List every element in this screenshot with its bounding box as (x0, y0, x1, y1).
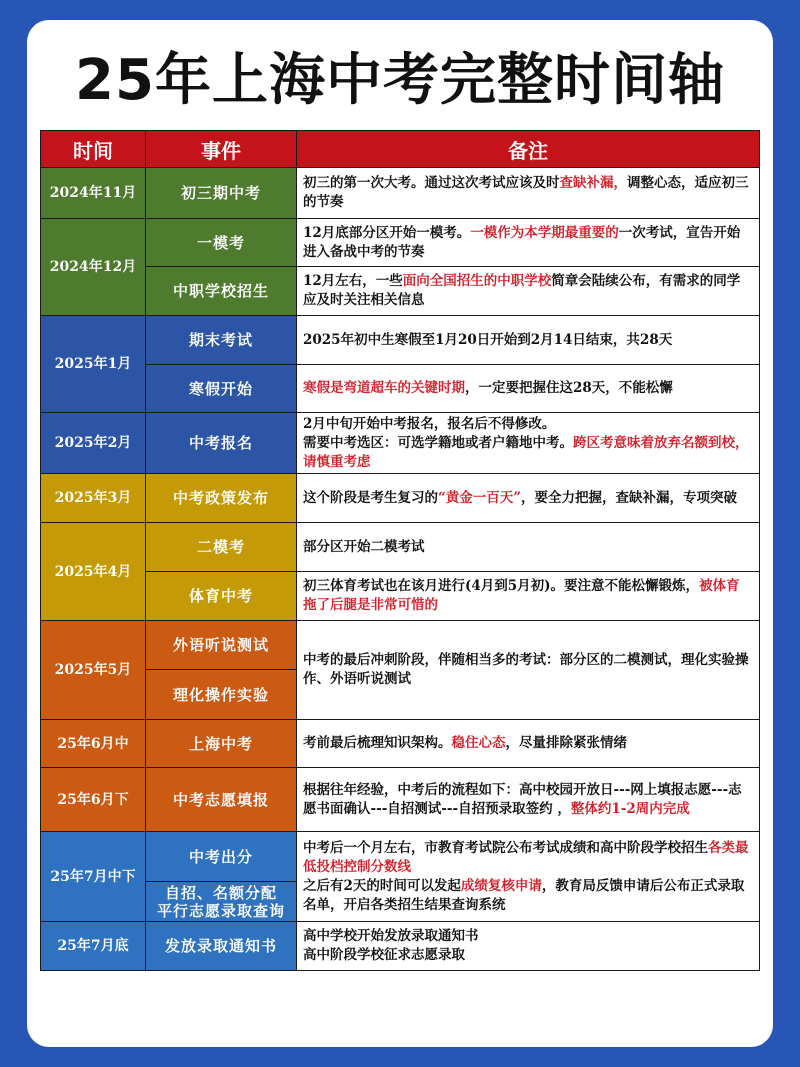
header-time: 时间 (40, 130, 146, 168)
event-cell: 自招、名额分配 平行志愿录取查询 (145, 881, 297, 922)
note-cell (296, 921, 760, 971)
page-title: 25年上海中考完整时间轴 (75, 48, 725, 113)
header-event: 事件 (145, 130, 297, 168)
note-segment: ，要全力把握，查缺补漏，专项突破 (521, 489, 738, 506)
event-cell: 中考志愿填报 (145, 767, 297, 832)
highlight-text: 各类最低投档控制分数线 (303, 839, 749, 875)
note-segment: 初三体育考试也在该月进行(4月到5月初)。要注意不能松懈锻炼， (303, 578, 700, 594)
event-cell: 体育中考 (145, 571, 297, 621)
time-cell: 2025年4月 (40, 522, 146, 621)
time-cell: 2025年5月 (40, 620, 146, 720)
note-segment: 根据往年经验，中考后的流程如下：高中校园开放日---网上填报志愿---志愿书面确认---自招测试---自招预录取签约 ， (303, 781, 742, 817)
note-cell (296, 266, 760, 316)
event-cell: 理化操作实验 (145, 669, 297, 720)
note-cell (296, 412, 760, 474)
note-text (303, 331, 672, 350)
note-segment: 12月底部分区开始一模考。 (303, 224, 471, 241)
event-cell: 一模考 (145, 218, 297, 267)
event-cell: 中职学校招生 (145, 266, 297, 316)
note-cell (296, 719, 760, 768)
note-segment: 2月中旬开始中考报名，报名后不得修改。 需要中考选区：可选学籍地或者户籍地中考。 (303, 415, 573, 451)
highlight-text: 跨区考意味着放弃名额到校，请慎重考虑 (303, 434, 749, 470)
note-segment: 一次考试，宣告开始进入备战中考的节奏 (303, 224, 741, 260)
event-cell: 中考政策发布 (145, 473, 297, 523)
note-text (303, 489, 737, 508)
highlight-text: 成绩复核申请 (460, 877, 542, 894)
note-cell (296, 620, 760, 720)
note-text (303, 272, 753, 310)
highlight-text: 面向全国招生的中职学校 (402, 273, 552, 289)
note-text (303, 379, 673, 398)
note-segment: 2025年初中生寒假至1月20日开始到2月14日结束，共28天 (303, 331, 673, 348)
note-cell (296, 218, 760, 267)
highlight-text: 稳住心态 (451, 735, 506, 751)
note-text (303, 781, 753, 819)
note-cell (296, 571, 760, 621)
note-segment: 高中学校开始发放录取通知书 高中阶段学校征求志愿录取 (303, 928, 479, 963)
note-segment: 部分区开始二模考试 (303, 538, 425, 555)
note-segment: 简章会陆续公布，有需求的同学应及时关注相关信息 (303, 273, 741, 308)
note-text (303, 577, 753, 615)
note-text (303, 927, 479, 965)
note-segment: 之后有2天的时间可以发起 (303, 877, 461, 894)
highlight-text: “黄金一百天” (438, 489, 522, 506)
note-cell (296, 473, 760, 523)
note-segment: 中考的最后冲刺阶段，伴随相当多的考试：部分区的二模测试，理化实验操作、外语听说测试 (303, 652, 749, 687)
note-cell (296, 315, 760, 365)
time-cell: 2024年11月 (40, 167, 146, 219)
time-cell: 25年6月中 (40, 719, 146, 768)
note-segment: 考前最后梳理知识架构。 (303, 735, 452, 751)
note-cell (296, 522, 760, 572)
time-cell: 2025年2月 (40, 412, 146, 474)
note-text (303, 839, 753, 915)
note-segment: ，尽量排除紧张情绪 (505, 735, 627, 751)
event-cell: 二模考 (145, 522, 297, 572)
note-segment: 中考后一个月左右，市教育考试院公布考试成绩和高中阶段学校招生 (303, 839, 708, 856)
note-cell (296, 831, 760, 922)
highlight-text: 一模作为本学期最重要的 (470, 224, 619, 241)
highlight-text: 查缺补漏， (559, 175, 627, 191)
note-segment: 这个阶段是考生复习的 (303, 489, 438, 506)
note-cell (296, 767, 760, 832)
note-text (303, 651, 753, 689)
highlight-text: 整体约1-2周内完成 (570, 800, 690, 817)
event-cell: 初三期中考 (145, 167, 297, 219)
event-cell: 发放录取通知书 (145, 921, 297, 971)
note-text (303, 538, 425, 557)
event-cell: 中考报名 (145, 412, 297, 474)
time-cell: 2025年3月 (40, 473, 146, 523)
time-cell: 25年7月底 (40, 921, 146, 971)
highlight-text: 寒假是弯道超车的关键时期 (303, 380, 465, 396)
note-text (303, 174, 753, 212)
event-cell: 外语听说测试 (145, 620, 297, 670)
time-cell: 2024年12月 (40, 218, 146, 316)
note-segment: ，教育局反馈申请后公布正式录取名单，开启各类招生结果查询系统 (303, 877, 745, 913)
event-cell: 期末考试 (145, 315, 297, 365)
header-note: 备注 (296, 130, 760, 168)
note-cell (296, 167, 760, 219)
note-segment: ，一定要把握住这28天，不能松懈 (465, 380, 673, 396)
note-text (303, 415, 753, 472)
note-segment: 12月左右，一些 (303, 273, 403, 289)
note-segment: 调整心态，适应初三的节奏 (303, 175, 749, 210)
time-cell: 25年7月中下 (40, 831, 146, 922)
note-text (303, 734, 627, 753)
note-cell (296, 364, 760, 413)
note-text (303, 224, 753, 262)
event-cell: 寒假开始 (145, 364, 297, 413)
time-cell: 25年6月下 (40, 767, 146, 832)
time-cell: 2025年1月 (40, 315, 146, 413)
highlight-text: 被体育拖了后腿是非常可惜的 (303, 578, 740, 613)
event-cell: 中考出分 (145, 831, 297, 882)
event-cell: 上海中考 (145, 719, 297, 768)
note-segment: 初三的第一次大考。通过这次考试应该及时 (303, 175, 560, 191)
